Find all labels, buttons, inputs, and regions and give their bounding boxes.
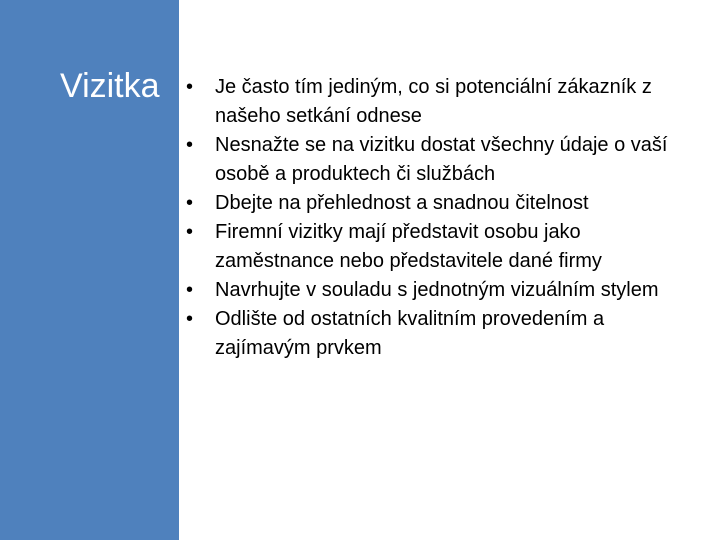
bullet-icon: • [186, 308, 194, 330]
bullet-icon: • [186, 192, 194, 214]
bullet-item [186, 189, 696, 218]
bullet-text: Odlište od ostatních kvalitním provedením a zajímavým prvkem [215, 308, 605, 359]
bullet-text: Nesnažte se na vizitku dostat všechny údaje o vaší osobě a produktech či službách [215, 134, 668, 185]
bullet-icon: • [186, 134, 194, 156]
slide-title: Vizitka [60, 67, 160, 105]
bullet-text: Navrhujte v souladu s jednotným vizuálním stylem [215, 279, 659, 301]
bullet-text: Dbejte na přehlednost a snadnou čitelnost [215, 192, 589, 214]
bullet-item [186, 305, 696, 363]
bullet-icon: • [186, 279, 194, 301]
bullet-item [186, 218, 696, 276]
bullet-icon: • [186, 76, 194, 98]
bullet-icon: • [186, 221, 194, 243]
bullet-text: Je často tím jediným, co si potenciální zákazník z našeho setkání odnese [215, 76, 652, 127]
bullet-text: Firemní vizitky mají představit osobu jako zaměstnance nebo představitele dané firmy [215, 221, 602, 272]
bullet-item [186, 276, 696, 305]
bullet-item [186, 131, 696, 189]
title-sidebar [0, 0, 179, 540]
bullet-item [186, 73, 696, 131]
bullet-list [186, 73, 696, 363]
